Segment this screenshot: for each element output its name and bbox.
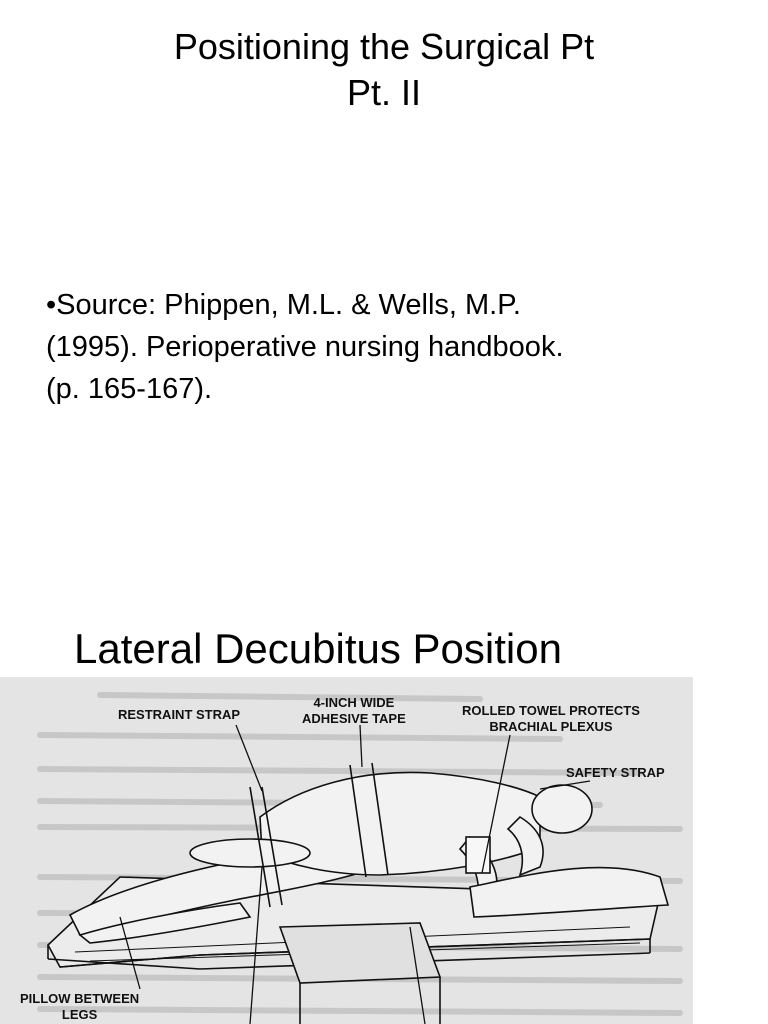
callout-adhesive-tape-line-1: 4-INCH WIDE bbox=[313, 695, 395, 710]
callout-adhesive-tape bbox=[302, 695, 406, 727]
callout-pillow-line-2: LEGS bbox=[61, 1007, 98, 1022]
slide-title-line-1: Positioning the Surgical Pt bbox=[173, 26, 595, 67]
callout-rolled-towel bbox=[462, 703, 640, 735]
callout-restraint-strap: RESTRAINT STRAP bbox=[118, 707, 241, 722]
slide-title bbox=[0, 24, 768, 116]
source-citation bbox=[46, 284, 726, 410]
source-line-3: (p. 165-167). bbox=[46, 373, 213, 405]
callout-safety-strap: SAFETY STRAP bbox=[566, 765, 665, 780]
source-line-1: •Source: Phippen, M.L. & Wells, M.P. bbox=[46, 289, 521, 321]
callout-pillow-line-1: PILLOW BETWEEN bbox=[20, 991, 140, 1006]
source-line-2: (1995). Perioperative nursing handbook. bbox=[46, 331, 564, 363]
callout-pillow-between-legs bbox=[20, 991, 139, 1023]
section-title: Lateral Decubitus Position bbox=[74, 625, 562, 672]
callout-adhesive-tape-line-2: ADHESIVE TAPE bbox=[302, 711, 406, 726]
callout-rolled-towel-line-2: BRACHIAL PLEXUS bbox=[489, 719, 613, 734]
callout-rolled-towel-line-1: ROLLED TOWEL PROTECTS bbox=[462, 703, 640, 718]
lateral-decubitus-illustration bbox=[0, 677, 693, 1024]
slide-title-line-2: Pt. II bbox=[346, 72, 422, 113]
